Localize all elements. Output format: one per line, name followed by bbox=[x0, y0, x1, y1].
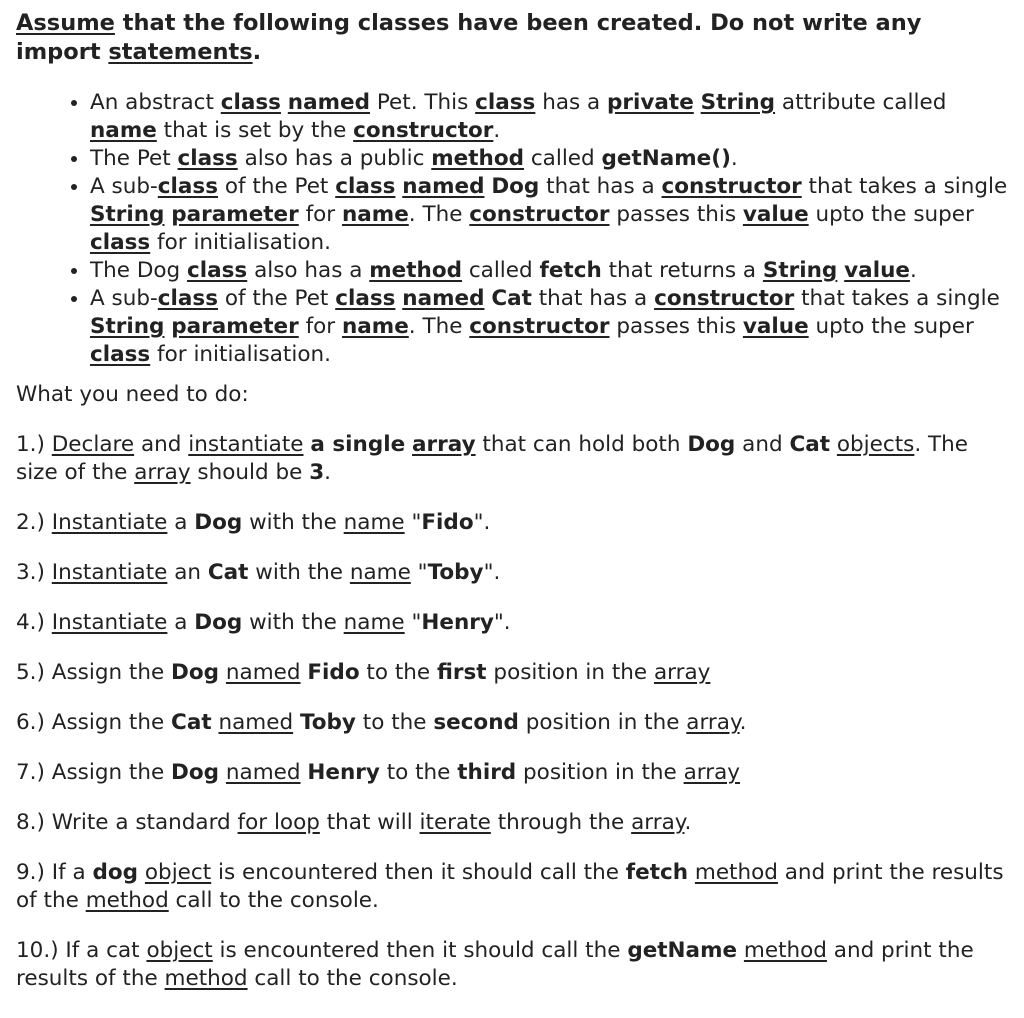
step-4: 4.) Instantiate a Dog with the name "Henry". bbox=[16, 610, 511, 635]
step-10: 10.) If a cat object is encountered then it should call the getName method and print the results of the method call to the console. bbox=[16, 938, 974, 991]
list-item: • An abstract class named Pet. This class has a private String attribute called name that is set by the constructor. bbox=[90, 89, 1012, 145]
list-item: • A sub-class of the Pet class named Cat that has a constructor that takes a single String parameter for name. The constructor passes this value upto the super class for initialisation. bbox=[90, 285, 1012, 369]
step-6: 6.) Assign the Cat named Toby to the second position in the array. bbox=[16, 710, 747, 735]
heading-assume: Assume bbox=[16, 10, 115, 36]
step-5: 5.) Assign the Dog named Fido to the first position in the array bbox=[16, 660, 711, 685]
step-1: 1.) Declare and instantiate a single array that can hold both Dog and Cat objects. The size of the array should be 3. bbox=[16, 432, 968, 485]
list-item: • The Dog class also has a method called fetch that returns a String value. bbox=[90, 257, 1012, 285]
step-3: 3.) Instantiate an Cat with the name "Toby". bbox=[16, 560, 501, 585]
step-7: 7.) Assign the Dog named Henry to the third position in the array bbox=[16, 760, 740, 785]
step-2: 2.) Instantiate a Dog with the name "Fido". bbox=[16, 510, 491, 535]
heading-statements: statements bbox=[108, 39, 253, 65]
heading: Assume that the following classes have been created. Do not write any import statements. bbox=[16, 10, 922, 65]
list-item: • The Pet class also has a public method called getName(). bbox=[90, 145, 1012, 173]
step-8: 8.) Write a standard for loop that will iterate through the array. bbox=[16, 810, 692, 835]
step-9: 9.) If a dog object is encountered then it should call the fetch method and print the results of the method call to the console. bbox=[16, 860, 1004, 913]
intro-text: What you need to do: bbox=[16, 382, 249, 407]
list-item: • A sub-class of the Pet class named Dog that has a constructor that takes a single String parameter for name. The constructor passes this value upto the super class for initialisation. bbox=[90, 173, 1012, 257]
class-spec-list bbox=[16, 89, 1012, 369]
